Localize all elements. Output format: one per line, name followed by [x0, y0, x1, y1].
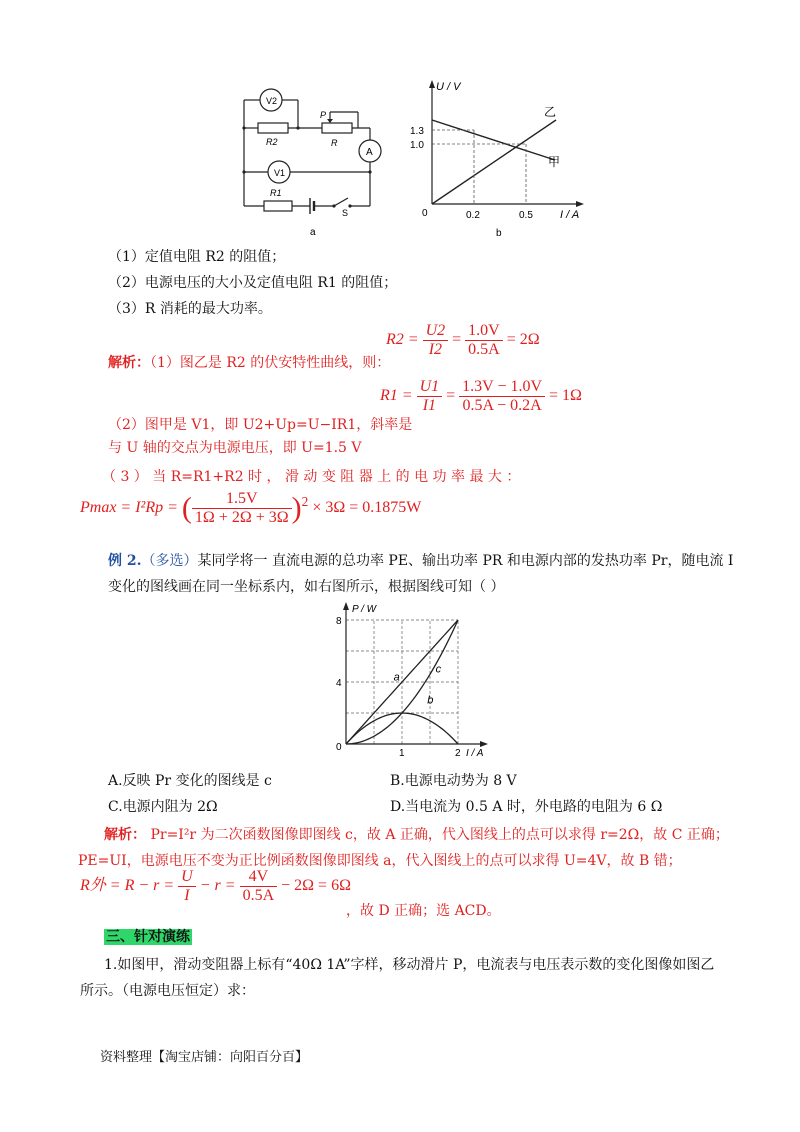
solution-2-line-1: 解析： Pr=I²r 为二次函数图像即图线 c，故 A 正确，代入图线上的点可以求得 r=2Ω，故 C 正确； — [104, 827, 729, 843]
question-1: （1）定值电阻 R2 的阻值； — [108, 249, 286, 265]
chart-ytick: 8 — [336, 616, 342, 627]
r-label: R — [331, 138, 338, 148]
solution-1-step-2a: （2）图甲是 V1，即 U2+Up=U−IR1，斜率是 — [108, 417, 413, 433]
solution-2-tail: ，故 D 正确；选 ACD。 — [346, 903, 501, 919]
series-b-label: b — [427, 694, 434, 707]
section-3-p2: 所示。（电源电压恒定）求： — [80, 983, 255, 999]
graph-b-origin: 0 — [422, 208, 428, 219]
solution-1-step-1: 解析：（1）图乙是 R2 的伏安特性曲线，则： — [108, 355, 391, 371]
x-axis-arrow — [480, 741, 488, 747]
graph-b-xtick-1: 0.2 — [466, 210, 480, 221]
series-a-label: a — [393, 671, 400, 684]
v2-label: V2 — [266, 96, 278, 106]
question-3: （3）R 消耗的最大功率。 — [108, 301, 272, 317]
option-a: A.反映 Pr 变化的图线是 c — [108, 773, 272, 789]
solution-1-step-2b: 与 U 轴的交点为电源电压，即 U=1.5 V — [108, 440, 362, 456]
equation-r2: R2 = $\frac{U2}{I2}$ = $\frac{1.0V}{0.5A}$ = 2Ω — [386, 322, 540, 358]
v1-label: V1 — [274, 168, 286, 178]
curve-jia-label: 甲 — [548, 155, 561, 169]
ammeter-label: A — [366, 147, 373, 158]
graph-b-ytick-1: 1.3 — [410, 126, 424, 137]
chart-xtick: 2 — [455, 748, 461, 759]
equation-pmax: Pmax = I²Rp = ( $\frac{1.5V}{1\Omega + 2\Omega + 3\Omega}$ )$^2$ × 3Ω = 0.1875W — [80, 490, 422, 526]
chart-origin: 0 — [336, 742, 342, 753]
section-3-heading: 三、针对演练 — [106, 929, 190, 945]
footer: 资料整理【淘宝店铺：向阳百分百】 — [100, 1050, 309, 1065]
graph-b-xlabel: I / A — [560, 209, 580, 221]
power-chart — [330, 594, 500, 762]
r2-label: R2 — [266, 137, 278, 147]
example-2-line-2: 变化的图线画在同一坐标系内，如右图所示，根据图线可知（ ） — [108, 579, 505, 595]
caption-b: b — [496, 228, 502, 239]
chart-xtick: 1 — [399, 748, 405, 759]
graph-b-xtick-2: 0.5 — [519, 210, 533, 221]
y-axis-arrow — [343, 602, 349, 610]
graph-b-ylabel: U / V — [436, 81, 461, 93]
r1-label: R1 — [270, 188, 282, 198]
chart-ytick: 4 — [336, 678, 342, 689]
solution-2-line-2: PE=UI，电源电压不变为正比例函数图像即图线 a，代入图线上的点可以求得 U=4V，故 B 错； — [78, 853, 682, 869]
equation-r1: R1 = $\frac{U1}{I1}$ = $\frac{1.3V - 1.0V}{0.5A - 0.2A}$ = 1Ω — [380, 378, 582, 414]
p-label: P — [320, 110, 327, 120]
section-3-p1: 1.如图甲，滑动变阻器上标有“40Ω 1A”字样，移动滑片 P，电流表与电压表示数的变化图像如图乙 — [104, 957, 715, 973]
graph-b — [400, 78, 600, 240]
equation-r-external: R外 = R − r = $\frac{U}{I}$ − r = $\frac{4V}{0.5A}$ − 2Ω = 6Ω — [80, 868, 351, 904]
circuit-diagram — [238, 82, 388, 242]
option-d: D.当电流为 0.5 A 时，外电路的电阻为 6 Ω — [390, 799, 663, 815]
switch-label: S — [342, 208, 349, 218]
example-2-line-1: 例 2.（多选）某同学将一 直流电源的总功率 PE、输出功率 PR 和电源内部的发热功率 Pr，随电流 I — [108, 553, 734, 569]
solution-1-step-3: （ 3 ） 当 R=R1+R2 时 ， 滑 动 变 阻 器 上 的 电 功 率 最 大 ： — [102, 469, 521, 485]
option-b: B.电源电动势为 8 V — [390, 773, 517, 789]
series-c-label: c — [435, 663, 442, 676]
option-c: C.电源内阻为 2Ω — [108, 799, 218, 815]
chart-xlabel: I / A — [466, 748, 484, 759]
chart-ylabel: P / W — [352, 604, 377, 615]
caption-a: a — [310, 227, 316, 238]
graph-b-ytick-2: 1.0 — [410, 140, 424, 151]
question-2: （2）电源电压的大小及定值电阻 R1 的阻值； — [108, 275, 398, 291]
curve-yi-label: 乙 — [544, 105, 557, 119]
